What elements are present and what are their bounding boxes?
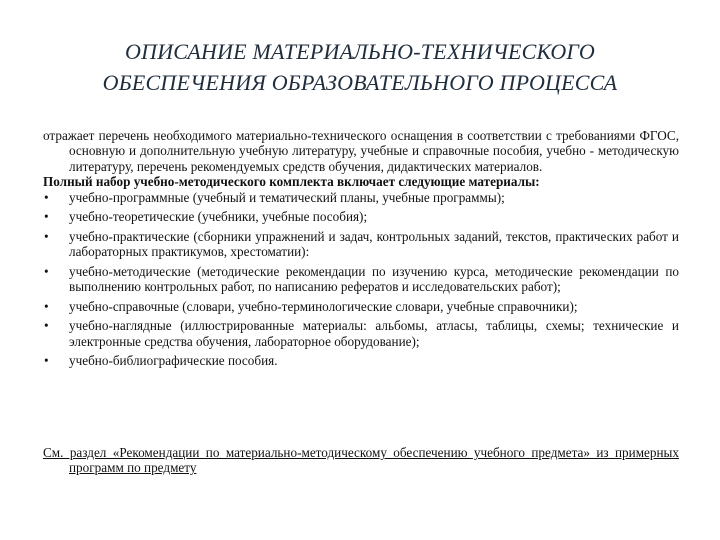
intro-paragraph: отражает перечень необходимого материально-технического оснащения в соответствии с требованиями ФГОС, основную и дополнительную учебную литературу, учебные и справочные пособия, учебно - методическую литературу, перечень рекомендуемых средств обучения, дидактических материалов. (43, 128, 679, 174)
list-item (43, 353, 679, 368)
list-item (43, 264, 679, 295)
bullet-icon: • (44, 189, 49, 205)
list-item-text: учебно-программные (учебный и тематический планы, учебные программы); (69, 189, 505, 205)
list-item (43, 229, 679, 260)
materials-list (43, 190, 679, 369)
list-item-text: учебно-теоретические (учебники, учебные пособия); (69, 209, 368, 225)
bullet-icon: • (44, 263, 49, 279)
page-title (40, 36, 680, 98)
list-item (43, 318, 679, 349)
bullet-icon: • (44, 353, 49, 369)
list-item (43, 299, 679, 314)
bullet-icon: • (44, 228, 49, 244)
bullet-icon: • (44, 298, 49, 314)
list-item (43, 209, 679, 224)
list-item-text: учебно-наглядные (иллюстрированные материалы: альбомы, атласы, таблицы, схемы; технические и электронные средства обучения, лабораторное оборудование); (69, 318, 679, 349)
title-line-1: ОПИСАНИЕ МАТЕРИАЛЬНО-ТЕХНИЧЕСКОГО (125, 39, 595, 64)
bullet-icon: • (44, 318, 49, 334)
reference-note: См. раздел «Рекомендации по материально-методическому обеспечению учебного предмета» из примерных программ по предмету (43, 445, 679, 476)
bullet-icon: • (44, 209, 49, 225)
list-item-text: учебно-практические (сборники упражнений и задач, контрольных заданий, текстов, практических работ и лабораторных практикумов, хрестоматии): (69, 228, 679, 260)
lead-sentence: Полный набор учебно-методического комплекта включает следующие материалы: (43, 174, 540, 190)
list-item-text: учебно-библиографические пособия. (69, 353, 278, 369)
list-item (43, 190, 679, 205)
body-text (43, 128, 679, 373)
title-line-2: ОБЕСПЕЧЕНИЯ ОБРАЗОВАТЕЛЬНОГО ПРОЦЕССА (102, 70, 618, 95)
list-item-text: учебно-методические (методические рекомендации по изучению курса, методические рекомендации по выполнению контрольных работ, по написанию рефератов и исследовательских работ); (69, 263, 679, 295)
list-item-text: учебно-справочные (словари, учебно-терминологические словари, учебные справочники); (69, 298, 578, 314)
